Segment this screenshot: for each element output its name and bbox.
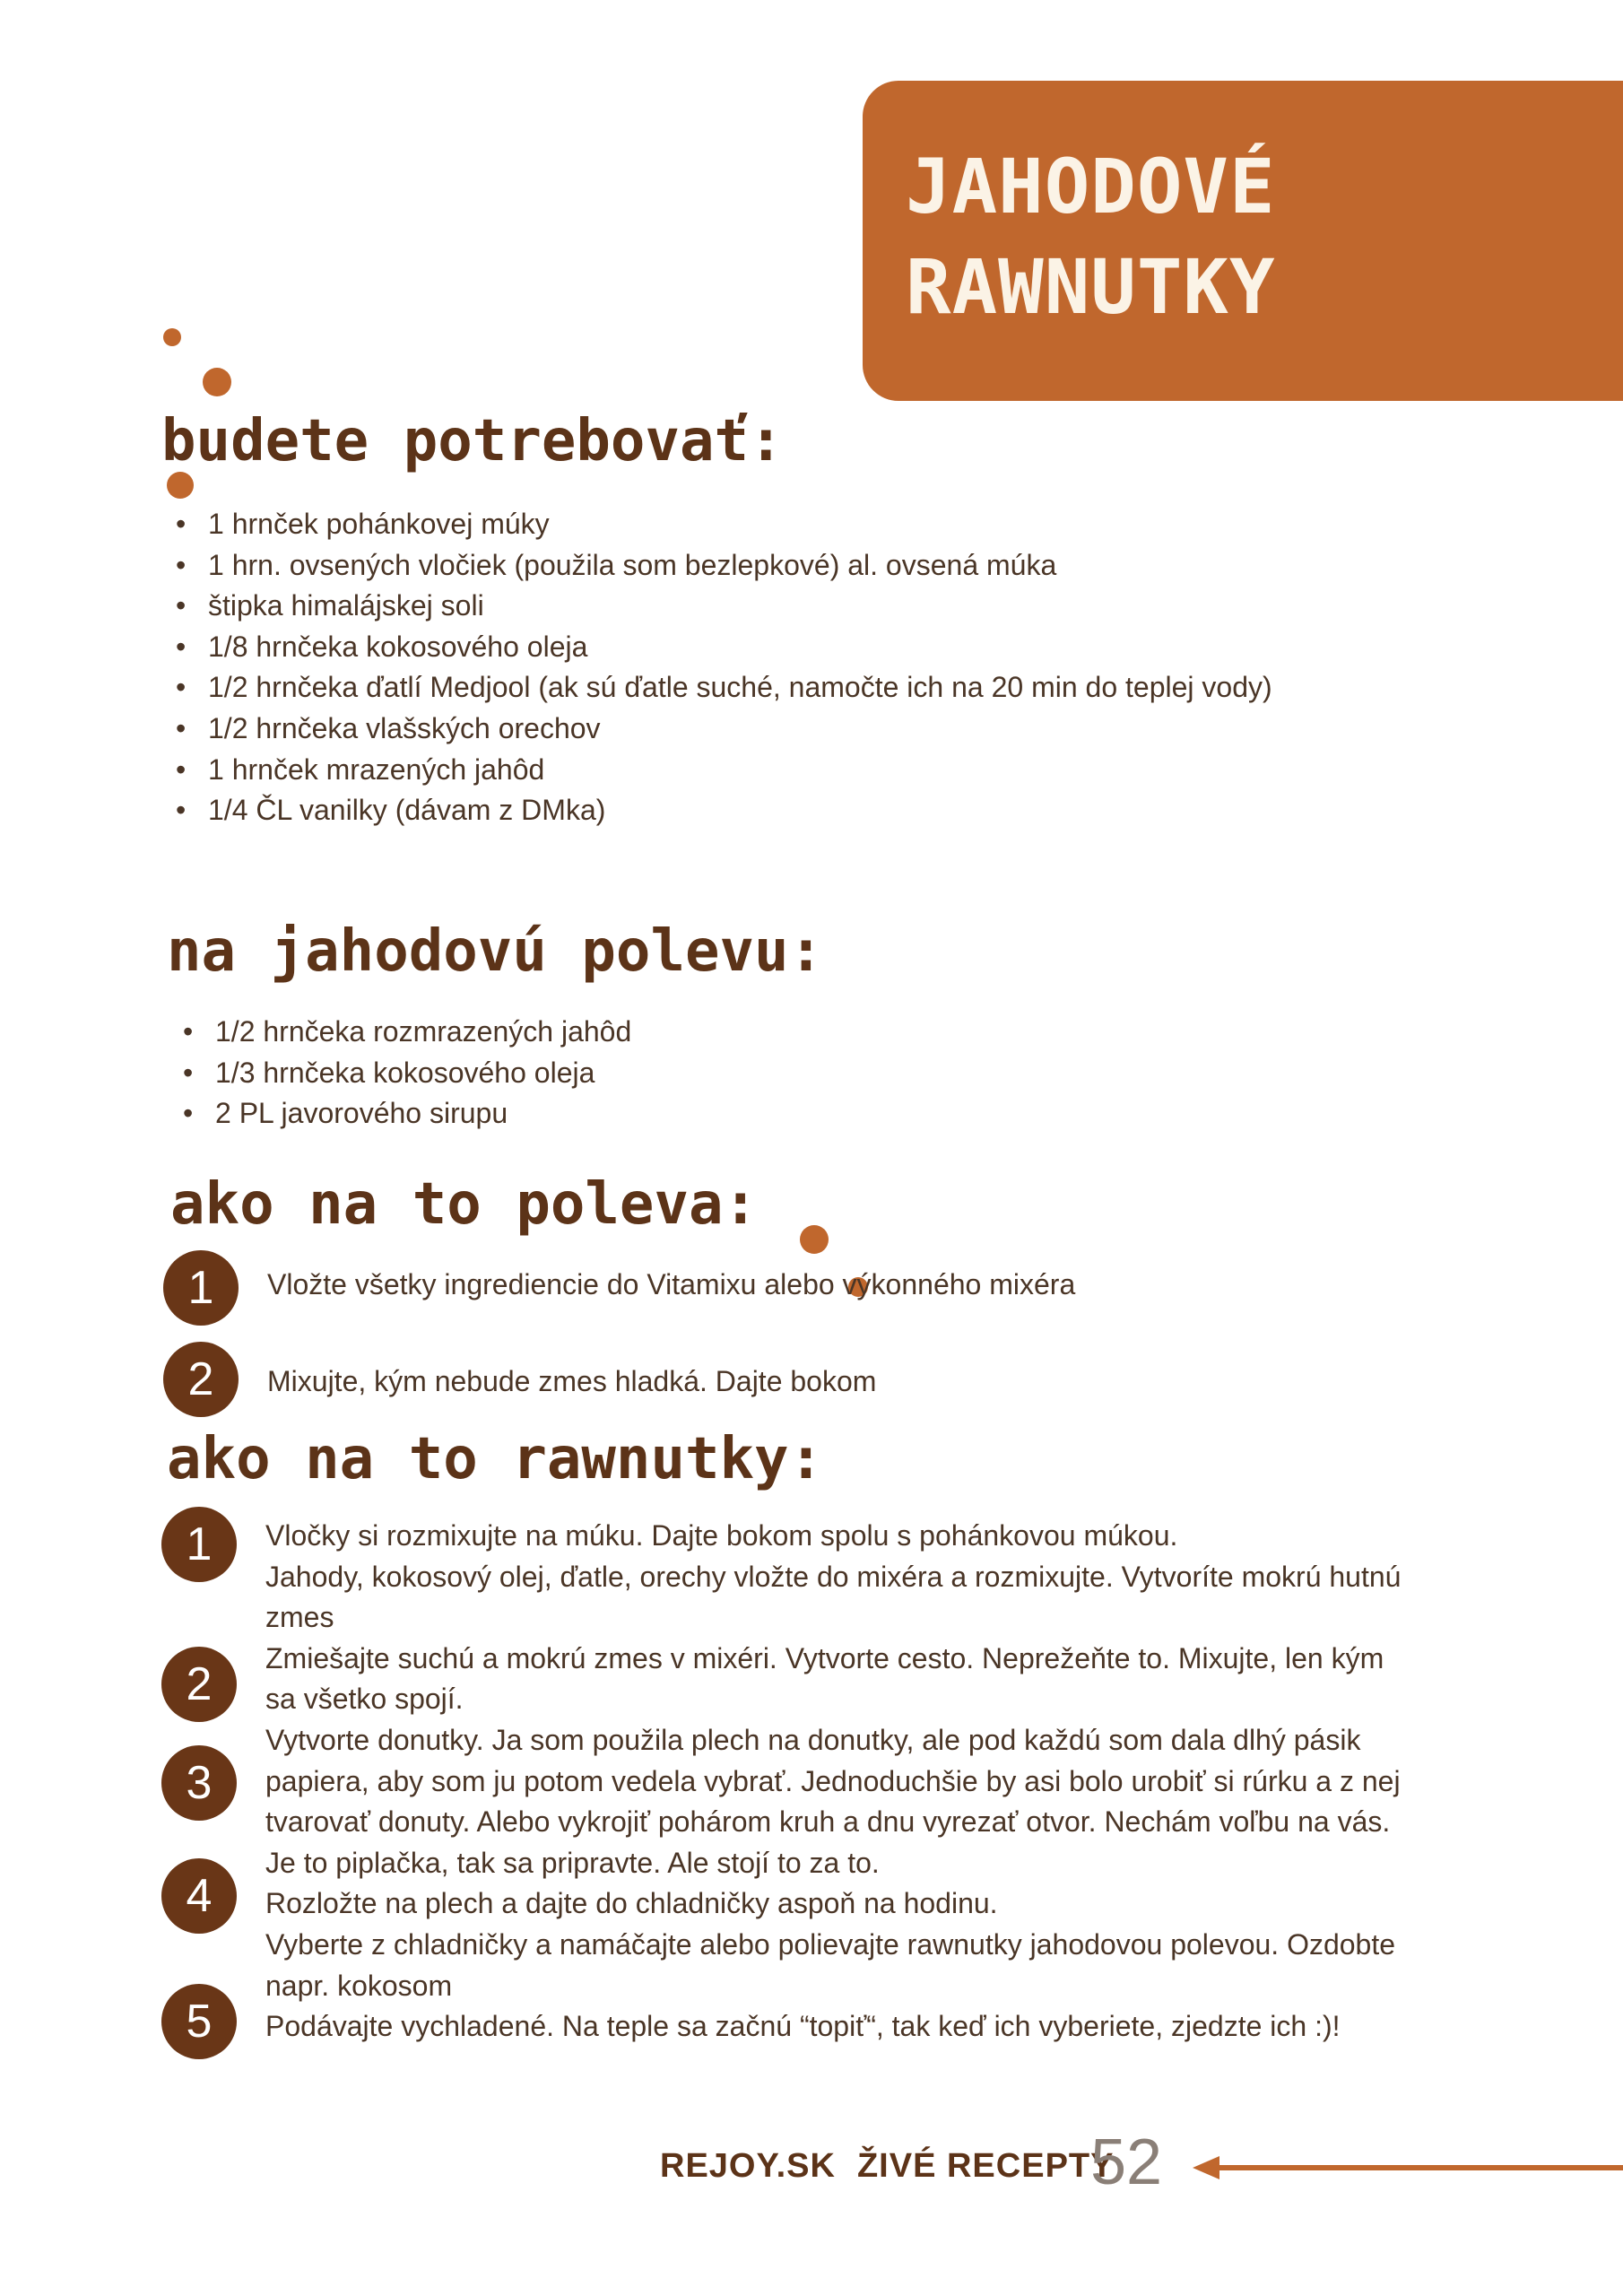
list-item: • 1/4 ČL vanilky (dávam z DMka) [176,790,1332,831]
method-line: papiera, aby som ju potom vedela vybrať. Jednoduchšie by asi bolo urobiť si rúrku a z nej [265,1764,1401,1797]
decorative-dot [163,328,181,346]
footer-subtitle: ŽIVÉ RECEPTY [856,2147,1115,2185]
footer-site: REJOY.SK [660,2147,836,2185]
method-line: sa všetko spojí. [265,1683,464,1716]
step-number: 3 [161,1745,237,1821]
ingredients-list [176,504,1332,831]
arrow-left-icon [1193,2154,1623,2181]
method-steps-text [265,1516,1539,2048]
step-number: 4 [161,1858,237,1934]
page-number: 52 [1090,2126,1163,2198]
ingredients-heading: budete potrebovať: [161,408,784,474]
glaze-heading: na jahodovú polevu: [167,918,824,985]
method-line: Je to piplačka, tak sa pripravte. Ale stojí to za to. [265,1846,880,1879]
method-line: tvarovať donuty. Alebo vykrojiť pohárom kruh a dnu vyrezať otvor. Nechám voľbu na vás. [265,1805,1391,1839]
method-line: Rozložte na plech a dajte do chladničky aspoň na hodinu. [265,1887,998,1920]
decorative-dot [167,472,194,499]
list-item: • 1/8 hrnčeka kokosového oleja [176,627,1332,668]
list-item: • 1 hrn. ovsených vločiek (použila som bezlepkové) al. ovsená múka [176,545,1332,587]
list-item: • 1/2 hrnčeka ďatlí Medjool (ak sú ďatle suché, namočte ich na 20 min do teplej vody) [176,667,1332,709]
step-text: Vložte všetky ingrediencie do Vitamixu alebo výkonného mixéra [267,1268,1076,1300]
step-number: 1 [163,1250,239,1326]
method-line: Vytvorte donutky. Ja som použila plech na donutky, ale pod každú som dala dlhý pásik [265,1723,1361,1756]
method-line: Vyberte z chladničky a namáčajte alebo polievajte rawnutky jahodovou polevou. Ozdobte [265,1927,1396,1961]
step-text: Mixujte, kým nebude zmes hladká. Dajte bokom [267,1365,877,1397]
glaze-method-heading: ako na to poleva: [170,1171,759,1238]
list-item: • 1/2 hrnčeka vlašských orechov [176,709,1332,750]
step-number: 2 [163,1342,239,1417]
method-line: Podávajte vychladené. Na teple sa začnú “topiť“, tak keď ich vyberiete, zjedzte ich :)! [265,2010,1341,2043]
method-line: Jahody, kokosový olej, ďatle, orechy vložte do mixéra a rozmixujte. Vytvoríte mokrú hutnú [265,1560,1402,1593]
method-line: napr. kokosom [265,1969,453,2002]
recipe-title-line-2: RAWNUTKY [906,243,1276,331]
step-number: 1 [161,1507,237,1582]
step-number: 2 [161,1647,237,1722]
decorative-dot [203,368,231,396]
method-line: Zmiešajte suchú a mokrú zmes v mixéri. Vytvorte cesto. Neprežeňte to. Mixujte, len kým [265,1641,1384,1674]
decorative-dot [800,1225,829,1254]
recipe-title-line-1: JAHODOVÉ [906,143,1276,230]
method-heading: ako na to rawnutky: [167,1426,824,1492]
glaze-ingredients-list [183,1012,990,1135]
step-number: 5 [161,1984,237,2059]
list-item: • 1/3 hrnčeka kokosového oleja [183,1053,990,1094]
list-item: • 1 hrnček pohánkovej múky [176,504,1332,545]
list-item: • 1 hrnček mrazených jahôd [176,750,1332,791]
footer-brand [660,2147,1135,2186]
list-item: • 1/2 hrnčeka rozmrazených jahôd [183,1012,990,1053]
method-line: zmes [265,1601,334,1634]
list-item: • 2 PL javorového sirupu [183,1093,990,1135]
recipe-title-box [863,81,1623,401]
list-item: • štipka himalájskej soli [176,586,1332,627]
method-line: Vločky si rozmixujte na múku. Dajte bokom spolu s pohánkovou múkou. [265,1519,1178,1552]
